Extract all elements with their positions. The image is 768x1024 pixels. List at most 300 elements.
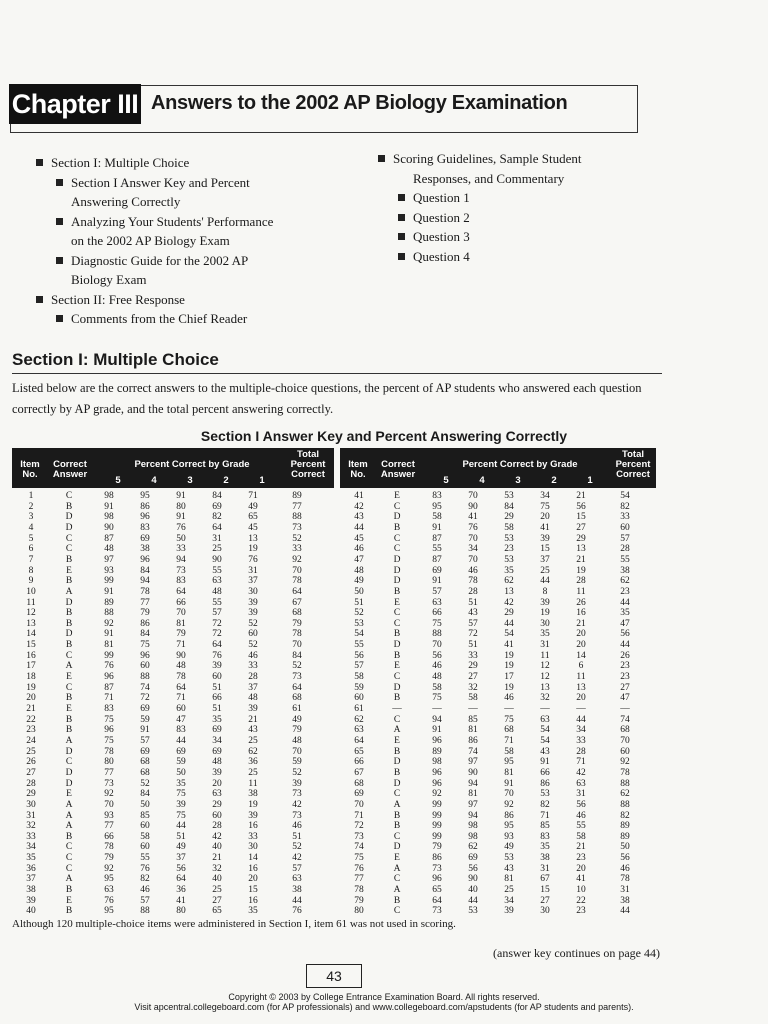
table-cell: 75 <box>140 640 150 651</box>
table-cell: 46 <box>140 885 150 896</box>
table-row <box>12 768 334 779</box>
toc-item-text: on the 2002 AP Biology Exam <box>71 233 230 248</box>
table-cell: 15 <box>540 544 550 555</box>
copyright <box>0 992 768 1012</box>
table-header-cell: Correct Answer <box>380 459 416 480</box>
table-cell: 53 <box>504 533 514 544</box>
table-cell: 80 <box>176 501 186 512</box>
table-cell: 21 <box>248 714 258 725</box>
continues-note: (answer key continues on page 44) <box>493 946 660 960</box>
table-cell: 41 <box>504 640 514 651</box>
table-cell: 26 <box>620 650 630 661</box>
toc-item-text: Diagnostic Guide for the 2002 AP <box>71 252 249 268</box>
table-cell: 24 <box>26 735 36 746</box>
table-cell: 62 <box>620 789 630 800</box>
table-row <box>12 576 334 587</box>
table-row <box>340 491 656 502</box>
toc-item <box>413 169 564 188</box>
table-cell: 95 <box>432 501 442 512</box>
table-cell: 41 <box>176 895 186 906</box>
page-number: 43 <box>306 964 362 988</box>
table-header-cell: Percent Correct by Grade <box>134 459 250 470</box>
table-cell: 48 <box>354 565 364 576</box>
table-cell: 78 <box>620 767 630 778</box>
table-cell: 29 <box>504 512 514 523</box>
table-cell: B <box>65 501 73 512</box>
table-row <box>12 619 334 630</box>
table-cell: 31 <box>540 640 550 651</box>
table-cell: C <box>393 501 401 512</box>
table-cell: 29 <box>212 799 222 810</box>
table-cell: 88 <box>292 512 302 523</box>
table-cell: 13 <box>26 618 36 629</box>
table-cell: 33 <box>468 650 478 661</box>
table-cell: 63 <box>576 778 586 789</box>
table-cell: 84 <box>504 501 514 512</box>
toc-item <box>71 270 146 289</box>
table-cell: B <box>65 831 73 842</box>
square-bullet-icon <box>56 315 63 322</box>
table-cell: 33 <box>620 512 630 523</box>
table-cell: 41 <box>576 874 586 885</box>
table-row <box>12 598 334 609</box>
table-cell: 91 <box>540 757 550 768</box>
table-cell: — <box>540 704 550 714</box>
table-cell: D <box>65 746 73 757</box>
table-cell: E <box>394 735 400 746</box>
table-cell: 74 <box>468 746 478 757</box>
table-cell: 22 <box>576 895 586 906</box>
table-row <box>12 736 334 747</box>
table-cell: 63 <box>212 789 222 800</box>
table-cell: C <box>65 842 73 853</box>
table-cell: 34 <box>576 725 586 736</box>
table-cell: 16 <box>248 863 258 874</box>
table-cell: 56 <box>468 863 478 874</box>
toc-item <box>56 251 248 270</box>
table-cell: 67 <box>354 767 364 778</box>
table-cell: 60 <box>620 522 630 533</box>
table-cell: 23 <box>620 672 630 683</box>
table-cell: 46 <box>432 661 442 672</box>
table-cell: 65 <box>432 885 442 896</box>
table-cell: 11 <box>540 650 550 661</box>
table-row <box>340 821 656 832</box>
table-cell: 11 <box>26 597 36 608</box>
table-cell: 93 <box>104 810 114 821</box>
table-row <box>12 491 334 502</box>
table-header-cell: 4 <box>479 475 485 486</box>
table-row <box>12 896 334 907</box>
table-cell: 39 <box>540 533 550 544</box>
table-cell: 39 <box>504 906 514 917</box>
table-cell: 69 <box>140 746 150 757</box>
table-row <box>12 683 334 694</box>
table-cell: 78 <box>104 842 114 853</box>
table-cell: D <box>65 629 73 640</box>
table-cell: 94 <box>140 576 150 587</box>
table-row <box>340 885 656 896</box>
table-cell: 73 <box>432 906 442 917</box>
table-cell: 96 <box>104 725 114 736</box>
table-cell: C <box>65 533 73 544</box>
table-cell: 80 <box>104 757 114 768</box>
table-cell: 76 <box>104 661 114 672</box>
table-cell: B <box>393 810 401 821</box>
table-row <box>12 512 334 523</box>
table-cell: 74 <box>140 682 150 693</box>
toc-item <box>56 173 250 192</box>
table-cell: 64 <box>292 682 302 693</box>
table-cell: 19 <box>576 565 586 576</box>
table-cell: 12 <box>540 661 550 672</box>
table-cell: 84 <box>140 565 150 576</box>
table-cell: 30 <box>248 586 258 597</box>
table-cell: 69 <box>140 533 150 544</box>
table-cell: 62 <box>504 576 514 587</box>
table-cell: 81 <box>104 640 114 651</box>
table-cell: 27 <box>620 682 630 693</box>
table-row <box>340 693 656 704</box>
table-cell: 44 <box>292 895 302 906</box>
table-cell: D <box>65 597 73 608</box>
table-cell: D <box>393 576 401 587</box>
table-cell: 25 <box>540 565 550 576</box>
table-cell: B <box>65 608 73 619</box>
table-cell: 25 <box>212 885 222 896</box>
footnote: Although 120 multiple-choice items were administered in Section I, item 61 was not used in scoring. <box>12 918 456 930</box>
table-cell: 16 <box>248 895 258 906</box>
table-cell: 86 <box>432 853 442 864</box>
table-cell: 19 <box>26 682 36 693</box>
table-cell: 48 <box>432 672 442 683</box>
table-cell: C <box>65 682 73 693</box>
table-cell: B <box>393 629 401 640</box>
table-cell: 48 <box>104 544 114 555</box>
table-cell: 88 <box>620 799 630 810</box>
table-row <box>12 672 334 683</box>
table-cell: D <box>65 522 73 533</box>
table-cell: 92 <box>504 799 514 810</box>
table-cell: C <box>65 757 73 768</box>
table-cell: 51 <box>212 704 222 714</box>
table-cell: 69 <box>432 565 442 576</box>
table-cell: 68 <box>354 778 364 789</box>
table-cell: 40 <box>212 874 222 885</box>
table-cell: 64 <box>212 522 222 533</box>
table-cell: A <box>65 735 73 746</box>
table-row <box>340 704 656 715</box>
table-cell: 63 <box>104 885 114 896</box>
table-row <box>12 832 334 843</box>
table-cell: — <box>392 704 402 714</box>
table-cell: 64 <box>212 640 222 651</box>
table-cell: 27 <box>540 895 550 906</box>
table-cell: C <box>393 831 401 842</box>
table-cell: — <box>576 704 586 714</box>
table-cell: 23 <box>504 544 514 555</box>
table-cell: 96 <box>432 735 442 746</box>
table-cell: 40 <box>212 842 222 853</box>
table-cell: 42 <box>504 597 514 608</box>
table-row <box>340 874 656 885</box>
table-cell: 78 <box>292 576 302 587</box>
table-header-cell: Item No. <box>20 459 40 480</box>
square-bullet-icon <box>398 253 405 260</box>
table-cell: 60 <box>212 672 222 683</box>
table-cell: 91 <box>104 629 114 640</box>
table-row <box>12 661 334 672</box>
table-cell: 27 <box>576 522 586 533</box>
table-cell: 21 <box>576 842 586 853</box>
table-cell: 49 <box>176 842 186 853</box>
table-cell: 15 <box>248 885 258 896</box>
table-cell: 72 <box>354 821 364 832</box>
table-cell: 56 <box>576 799 586 810</box>
table-cell: 30 <box>248 842 258 853</box>
table-cell: 51 <box>176 831 186 842</box>
table-cell: 44 <box>620 906 630 917</box>
table-cell: 6 <box>578 661 584 672</box>
table-cell: 99 <box>432 799 442 810</box>
table-cell: 60 <box>140 842 150 853</box>
table-cell: 88 <box>140 906 150 917</box>
table-header-cell: Total Percent Correct <box>290 449 326 480</box>
table-cell: 54 <box>504 629 514 640</box>
table-cell: 75 <box>104 735 114 746</box>
table-cell: 69 <box>354 789 364 800</box>
table-cell: 29 <box>468 661 478 672</box>
table-cell: 58 <box>432 682 442 693</box>
table-cell: 68 <box>292 608 302 619</box>
table-cell: 42 <box>576 767 586 778</box>
table-cell: 78 <box>292 629 302 640</box>
table-row <box>340 608 656 619</box>
table-cell: 65 <box>212 906 222 917</box>
table-cell: 66 <box>212 693 222 704</box>
table-cell: 39 <box>540 597 550 608</box>
table-row <box>340 598 656 609</box>
table-cell: 74 <box>620 714 630 725</box>
table-cell: 19 <box>540 608 550 619</box>
table-cell: 46 <box>248 650 258 661</box>
table-cell: 90 <box>468 767 478 778</box>
table-cell: 56 <box>354 650 364 661</box>
table-cell: 65 <box>354 746 364 757</box>
table-cell: 75 <box>432 618 442 629</box>
table-cell: 97 <box>104 554 114 565</box>
table-cell: 23 <box>620 586 630 597</box>
table-cell: 63 <box>354 725 364 736</box>
table-cell: 20 <box>26 693 36 704</box>
table-cell: 89 <box>104 597 114 608</box>
table-cell: 70 <box>104 799 114 810</box>
table-cell: 81 <box>504 874 514 885</box>
table-cell: 68 <box>140 767 150 778</box>
toc-item-text: Question 4 <box>413 248 470 264</box>
table-cell: — <box>468 704 478 714</box>
table-cell: 52 <box>292 767 302 778</box>
table-cell: 70 <box>468 533 478 544</box>
table-row <box>340 683 656 694</box>
table-cell: 70 <box>468 491 478 501</box>
table-cell: 91 <box>504 778 514 789</box>
table-cell: 83 <box>432 491 442 501</box>
table-cell: 82 <box>540 799 550 810</box>
toc-item <box>36 153 189 172</box>
table-cell: 30 <box>540 906 550 917</box>
table-cell: 21 <box>576 554 586 565</box>
table-cell: 55 <box>140 853 150 864</box>
table-cell: 46 <box>576 810 586 821</box>
table-cell: 27 <box>212 895 222 906</box>
copyright-line-2: Visit apcentral.collegeboard.com (for AP professionals) and www.collegeboard.com/apstudents (for AP students and parents). <box>134 1002 634 1012</box>
table-row <box>340 768 656 779</box>
table-cell: 64 <box>176 682 186 693</box>
table-cell: 95 <box>104 874 114 885</box>
table-cell: E <box>394 491 400 501</box>
table-cell: 33 <box>248 831 258 842</box>
table-cell: 90 <box>468 501 478 512</box>
table-cell: 35 <box>248 906 258 917</box>
table-cell: 69 <box>176 746 186 757</box>
table-cell: 51 <box>292 831 302 842</box>
table-cell: 93 <box>104 565 114 576</box>
table-header <box>12 448 334 488</box>
toc-item-text: Comments from the Chief Reader <box>71 311 248 326</box>
table-cell: 83 <box>176 576 186 587</box>
table-cell: 46 <box>354 544 364 555</box>
table-cell: 47 <box>354 554 364 565</box>
table-cell: B <box>65 618 73 629</box>
table-cell: 86 <box>140 618 150 629</box>
toc-item <box>398 227 470 246</box>
table-cell: 20 <box>212 778 222 789</box>
table-cell: 29 <box>504 608 514 619</box>
table-cell: 84 <box>140 789 150 800</box>
table-cell: 76 <box>354 863 364 874</box>
table-cell: 20 <box>576 640 586 651</box>
table-cell: 76 <box>292 906 302 917</box>
toc-item-text: Section I Answer Key and Percent <box>71 174 250 190</box>
table-row <box>340 619 656 630</box>
table-cell: 29 <box>576 533 586 544</box>
table-cell: 4 <box>28 522 34 533</box>
table-cell: 84 <box>212 491 222 501</box>
table-cell: 52 <box>354 608 364 619</box>
table-cell: 40 <box>468 885 478 896</box>
table-cell: 45 <box>248 522 258 533</box>
table-cell: 34 <box>212 735 222 746</box>
table-cell: 73 <box>292 522 302 533</box>
table-cell: 86 <box>140 501 150 512</box>
table-cell: 83 <box>540 831 550 842</box>
square-bullet-icon <box>398 214 405 221</box>
toc-item <box>398 247 470 266</box>
table-cell: 90 <box>104 522 114 533</box>
table-cell: 62 <box>468 842 478 853</box>
table-cell: 54 <box>540 735 550 746</box>
table-cell: 87 <box>104 682 114 693</box>
table-cell: 52 <box>248 640 258 651</box>
table-cell: 74 <box>354 842 364 853</box>
table-cell: 59 <box>140 714 150 725</box>
table-cell: 44 <box>540 576 550 587</box>
table-row <box>340 534 656 545</box>
table-cell: 23 <box>576 906 586 917</box>
table-cell: 99 <box>432 831 442 842</box>
table-cell: 83 <box>140 522 150 533</box>
table-cell: 38 <box>292 885 302 896</box>
table-cell: 57 <box>354 661 364 672</box>
table-cell: 88 <box>432 629 442 640</box>
table-cell: B <box>65 714 73 725</box>
table-cell: 35 <box>176 778 186 789</box>
table-row <box>12 853 334 864</box>
table-cell: 98 <box>468 831 478 842</box>
table-cell: B <box>65 554 73 565</box>
table-cell: 21 <box>576 491 586 501</box>
table-cell: 77 <box>140 597 150 608</box>
table-cell: 19 <box>504 661 514 672</box>
table-cell: 67 <box>292 597 302 608</box>
table-cell: 21 <box>26 704 36 714</box>
table-cell: 54 <box>354 629 364 640</box>
table-cell: 54 <box>540 725 550 736</box>
table-cell: A <box>393 885 401 896</box>
toc-item <box>71 231 230 250</box>
table-cell: 88 <box>140 672 150 683</box>
table-row <box>340 906 656 917</box>
table-cell: 66 <box>540 767 550 778</box>
table-cell: 96 <box>140 554 150 565</box>
table-cell: 46 <box>620 863 630 874</box>
table-cell: 75 <box>354 853 364 864</box>
table-row <box>12 534 334 545</box>
table-cell: 78 <box>176 672 186 683</box>
table-cell: 25 <box>212 544 222 555</box>
table-cell: D <box>393 778 401 789</box>
table-cell: 59 <box>354 682 364 693</box>
table-cell: 31 <box>212 533 222 544</box>
table-cell: 28 <box>212 821 222 832</box>
table-header-cell: 2 <box>223 475 229 486</box>
table-cell: 86 <box>540 778 550 789</box>
table-cell: 52 <box>140 778 150 789</box>
table-cell: 45 <box>354 533 364 544</box>
table-cell: 92 <box>104 863 114 874</box>
table-cell: 51 <box>468 597 478 608</box>
table-cell: 57 <box>468 618 478 629</box>
table-cell: 53 <box>540 789 550 800</box>
table-cell: 70 <box>504 789 514 800</box>
table-cell: 49 <box>504 842 514 853</box>
table-cell: 23 <box>620 661 630 672</box>
table-cell: 79 <box>292 725 302 736</box>
table-cell: A <box>65 874 73 885</box>
table-cell: 38 <box>248 789 258 800</box>
table-cell: 44 <box>354 522 364 533</box>
table-row <box>12 587 334 598</box>
table-cell: 43 <box>248 725 258 736</box>
table-cell: C <box>393 874 401 885</box>
table-cell: 62 <box>354 714 364 725</box>
table-cell: E <box>66 672 72 683</box>
table-cell: 75 <box>176 789 186 800</box>
toc-item-text: Question 3 <box>413 229 470 244</box>
table-cell: 71 <box>504 735 514 746</box>
table-cell: 28 <box>576 746 586 757</box>
